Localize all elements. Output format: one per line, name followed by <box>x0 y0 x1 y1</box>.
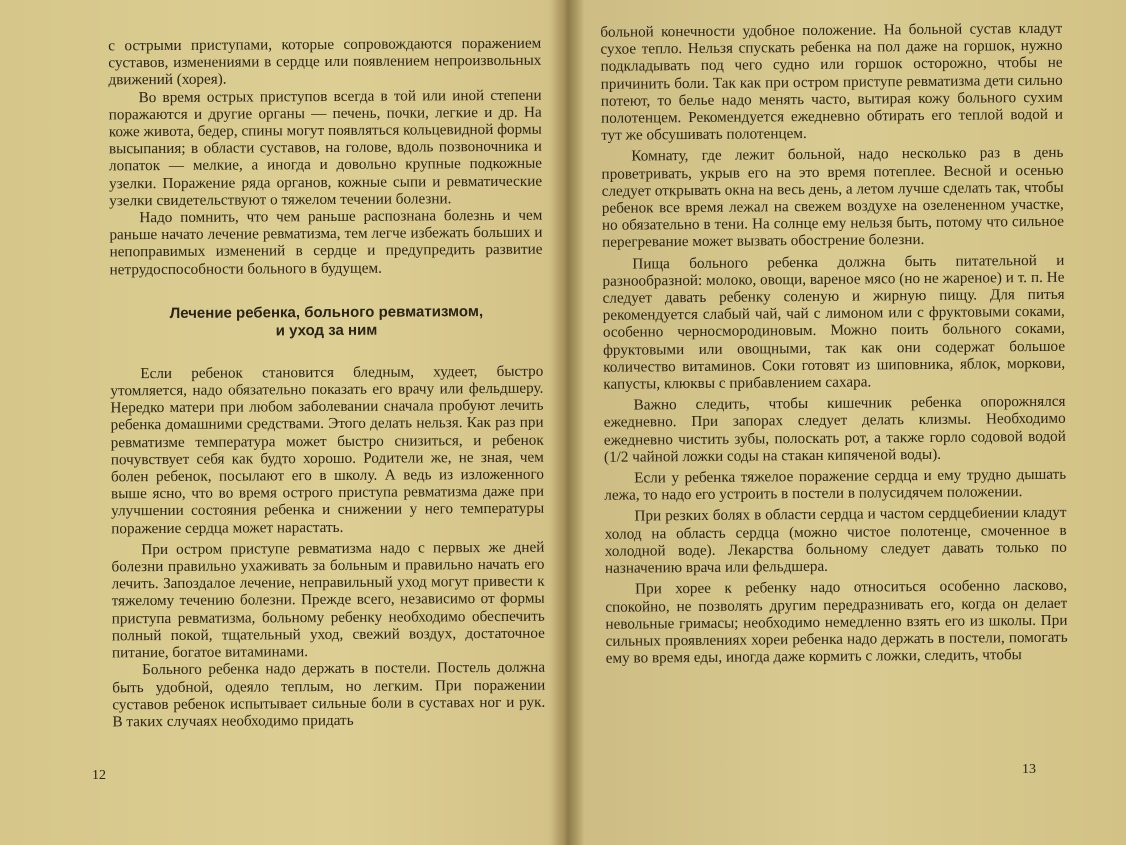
paragraph: Важно следить, чтобы кишечник ребенка опорожнялся ежедневно. При запорах следует делать клизмы. Необходимо ежедневно чистить зубы, полоскать рот, а также горло содовой водой (1/2 чайной ложки соды на стакан кипяченой воды). <box>603 393 1066 466</box>
paragraph: больной конечности удобное положение. На больной сустав кладут сухое тепло. Нельзя спускать ребенка на пол даже на горшок, нужно подкладывать под чего судно или горшок осторожно, чтобы не причинить боли. Так как при остром приступе ревматизма дети сильно потеют, то белье надо менять часто, вытирая кожу больного сухим полотенцем. Рекомендуется ежедневно обтирать его теплой водой и тут же обсушивать полотенцем. <box>600 19 1064 145</box>
right-page-text <box>600 20 1068 667</box>
paragraph: Пища больного ребенка должна быть питательной и разнообразной: молоко, овощи, вареное мясо (но не жареное) и т. п. Не следует давать ребенку соленую и жирную пищу. Для питья рекомендуется слабый чай, чай с лимоном или с фруктовыми соками, особенно черносмородиновым. Можно поить больного соками, фруктовыми или овощными, так как они содержат большое количество витаминов. Соки готовят из шиповника, яблок, моркови, капусты, клюквы с прибавлением сахара. <box>602 251 1066 393</box>
paragraph: При хорее к ребенку надо относиться особенно ласково, спокойно, не позволять другим передразнивать его, когда он делает невольные гримасы; необходимо немедленно взять его из школы. При сильных проявлениях хореи ребенка надо держать в постели, помогать ему во время еды, иногда даже кормить с ложки, следить, чтобы <box>605 577 1068 667</box>
left-page-text <box>108 35 545 731</box>
paragraph: Больного ребенка надо держать в постели. Постель должна быть удобной, одеяло теплым, но легким. При поражении суставов ребенок испытывает сильные боли в суставах ног и рук. В таких случаях необходимо придать <box>112 658 546 731</box>
paragraph: При резких болях в области сердца и частом сердцебиении кладут холод на область сердца (можно чистое полотенце, смоченное в холодной воде). Лекарства больному следует давать только по назначению врача или фельдшера. <box>604 504 1067 577</box>
page-number: 12 <box>92 768 106 783</box>
page-number: 13 <box>1022 762 1036 777</box>
paragraph: При остром приступе ревматизма надо с первых же дней болезни правильно ухаживать за больным и правильно начать его лечить. Запоздалое лечение, неправильный уход могут привести к тяжелому течению болезни. Прежде всего, независимо от формы приступа ревматизма, больному ребенку необходимо обеспечить полный покой, тщательный уход, свежий воздух, достаточное питание, богатое витаминами. <box>111 538 545 662</box>
section-heading-line: и уход за ним <box>275 321 378 340</box>
section-heading <box>110 303 543 342</box>
right-page <box>578 0 1126 845</box>
paragraph: Во время острых приступов всегда в той или иной степени поражаются и другие органы — печень, почки, легкие и др. На коже живота, бедер, спины могут появляться кольцевидной формы высыпания; в области суставов, на голове, вдоль позвоночника и лопаток — мелкие, а иногда и довольно крупные подкожные узелки. Поражение ряда органов, кожные сыпи и ревматические узелки свидетельствуют о тяжелом течении болезни. <box>108 86 543 210</box>
section-heading-line: Лечение ребенка, больного ревматизмом, <box>169 302 484 322</box>
paragraph: Если ребенок становится бледным, худеет, быстро утомляется, надо обязательно показать его врачу или фельдшеру. Нередко матери при любом заболевании сначала пробуют лечить ребенка домашними средствами. Этого делать нельзя. Как раз при ревматизме температура может быстро снизиться, и ребенок почувствует себя как будто хорошо. Родители же, не зная, чем болен ребенок, посылают его в школу. А ведь из изложенного выше ясно, что во время острого приступа ревматизма даже при улучшении состояния ребенка и снижении у него температуры поражение сердца может нарастать. <box>110 362 545 538</box>
paragraph: Если у ребенка тяжелое поражение сердца и ему трудно дышать лежа, то надо его устроить в постели в полусидячем положении. <box>604 465 1067 505</box>
paragraph: Надо помнить, что чем раньше распознана болезнь и чем раньше начато лечение ревматизма, тем легче избежать больших и непоправимых изменений в сердце и предупредить развитие нетрудоспособности больного в будущем. <box>109 206 543 278</box>
paragraph: с острыми приступами, которые сопровождаются поражением суставов, изменениями в сердце или появлением непроизвольных движений (хорея). <box>108 34 542 89</box>
paragraph: Комнату, где лежит больной, надо несколько раз в день проветривать, укрыв его на это время потеплее. Весной и осенью следует открывать окна на весь день, а летом лучше сделать так, чтобы ребенок все время лежал на свежем воздухе на озелененном участке, но обязательно в тени. На солнце ему нельзя быть, потому что сильное перегревание может вызвать обострение болезни. <box>601 144 1065 252</box>
